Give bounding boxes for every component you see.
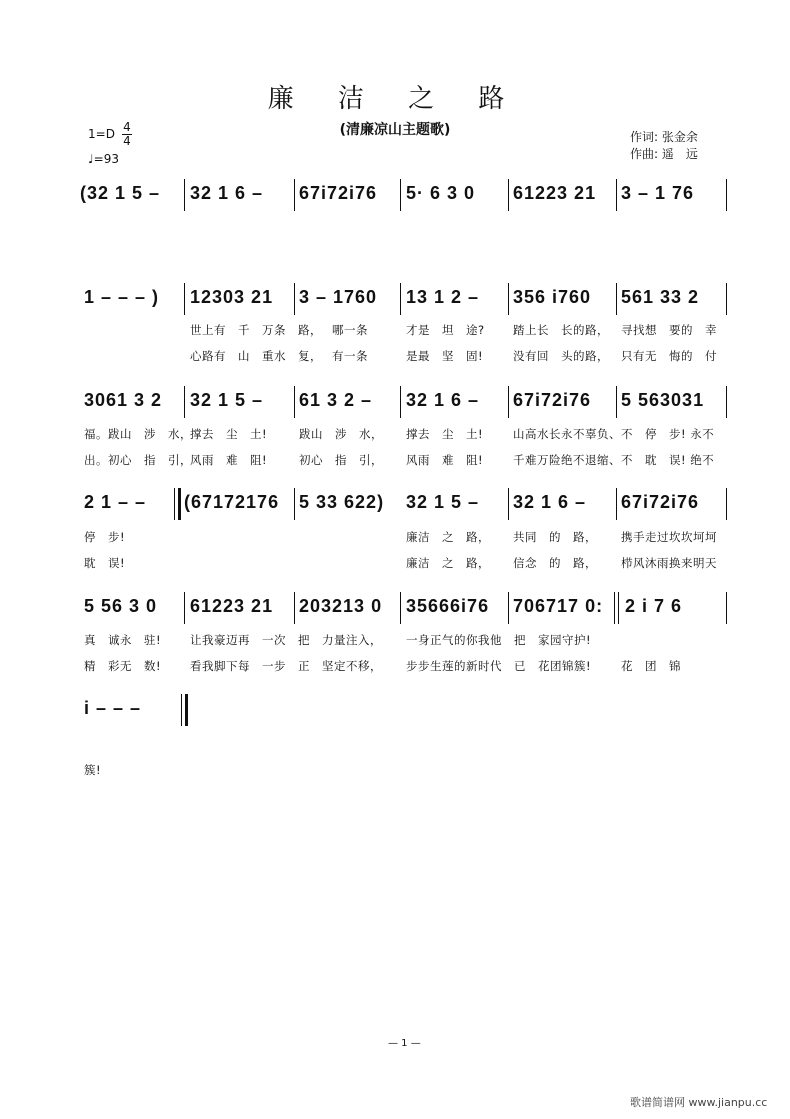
time-signature-bottom: 4: [123, 134, 131, 148]
lyric-text: 出。初心 指 引，: [84, 453, 192, 467]
lyric-text: 廉洁 之 路，: [406, 530, 490, 544]
lyric-text: 精 彩无 数!: [84, 659, 162, 673]
lyric-text: 是最 坚 固!: [406, 349, 484, 363]
barline: [400, 283, 401, 315]
lyric-text: 只有无 悔的 付: [621, 349, 717, 363]
time-signature: [122, 121, 132, 148]
song-title: 廉 洁 之 路: [267, 84, 523, 114]
measure: 61223 21: [513, 183, 597, 203]
barline: [616, 283, 617, 315]
lyric-text: 跋山 涉 水，: [299, 427, 383, 441]
lyric-text: 花 团 锦: [621, 659, 681, 673]
lyric-text: 簇!: [84, 763, 102, 777]
measure: 67i72i76: [513, 390, 592, 410]
lyric-text: 真 诚永 驻!: [84, 633, 162, 647]
barline: [294, 386, 295, 418]
lyric-text: 信念 的 路，: [513, 556, 597, 570]
measure: 356 i760: [513, 287, 592, 307]
measure: 5· 6 3 0: [406, 183, 476, 203]
measure: 3 – 1760: [299, 287, 378, 307]
lyric-text: 廉洁 之 路，: [406, 556, 490, 570]
barline: [726, 179, 727, 211]
barline: [616, 179, 617, 211]
lyric-text: 步步生莲的新时代 已 花团锦簇!: [406, 659, 592, 673]
lyric-text: 携手走过坎坎坷坷: [621, 530, 717, 544]
lyric-text: 千难万险绝不退缩、不 耽 误! 绝不: [513, 453, 715, 467]
measure: 67i72i76: [299, 183, 378, 203]
measure: 2 1 – –: [84, 492, 147, 512]
lyric-text: 踏上长 长的路，: [513, 323, 609, 337]
measure: (32 1 5 –: [80, 183, 161, 203]
barline: [184, 386, 185, 418]
measure: i – – –: [84, 698, 142, 718]
barline: [400, 179, 401, 211]
measure: 1 – – – ): [84, 287, 160, 307]
final-barline-thin: [181, 694, 182, 726]
measure: (67172176: [184, 492, 280, 512]
barline: [726, 592, 727, 624]
barline: [508, 592, 509, 624]
lyric-text: 寻找想 要的 幸: [621, 323, 717, 337]
measure: 32 1 6 –: [513, 492, 587, 512]
composer-credit: 作曲: 遥 远: [630, 147, 698, 161]
lyric-text: 世上有 千 万条 路，: [190, 323, 322, 337]
barline: [726, 488, 727, 520]
measure: 5 56 3 0: [84, 596, 158, 616]
lyric-text: 栉风沐雨换来明天: [621, 556, 717, 570]
final-barline-thick: [185, 694, 188, 726]
measure: 3061 3 2: [84, 390, 163, 410]
measure: 203213 0: [299, 596, 383, 616]
measure: 13 1 2 –: [406, 287, 480, 307]
barline: [400, 386, 401, 418]
barline: [184, 592, 185, 624]
lyric-text: 哪一条: [332, 323, 368, 337]
barline: [726, 283, 727, 315]
lyric-text: 撑去 尘 土!: [406, 427, 484, 441]
measure: 32 1 6 –: [190, 183, 264, 203]
barline: [508, 179, 509, 211]
lyric-text: 没有回 头的路，: [513, 349, 609, 363]
measure: 3 – 1 76: [621, 183, 695, 203]
barline: [294, 283, 295, 315]
time-signature-top: 4: [123, 120, 131, 134]
barline: [616, 386, 617, 418]
lyric-text: 心路有 山 重水 复，: [190, 349, 322, 363]
measure: 561 33 2: [621, 287, 700, 307]
barline: [294, 179, 295, 211]
lyric-text: 共同 的 路，: [513, 530, 597, 544]
barline: [616, 488, 617, 520]
measure: 35666i76: [406, 596, 490, 616]
lyric-text: 才是 坦 途?: [406, 323, 485, 337]
measure: 32 1 6 –: [406, 390, 480, 410]
barline: [726, 386, 727, 418]
barline: [184, 179, 185, 211]
song-subtitle: (清廉凉山主题歌): [339, 122, 451, 138]
key-signature: 1=D: [88, 127, 115, 141]
measure: 706717 0:: [513, 596, 604, 616]
measure: 61223 21: [190, 596, 274, 616]
measure: 32 1 5 –: [406, 492, 480, 512]
site-watermark: 歌谱简谱网 www.jianpu.cc: [630, 1096, 768, 1109]
barline: [294, 592, 295, 624]
repeat-barline-thin: [174, 488, 175, 520]
measure: 12303 21: [190, 287, 274, 307]
measure: 5 563031: [621, 390, 705, 410]
barline: [508, 283, 509, 315]
repeat-barline-thin: [618, 592, 619, 624]
measure: 61 3 2 –: [299, 390, 373, 410]
lyric-text: 看我脚下每 一步 正 坚定不移，: [190, 659, 382, 673]
barline: [400, 592, 401, 624]
barline: [508, 386, 509, 418]
repeat-barline-thick: [178, 488, 181, 520]
lyric-text: 停 步!: [84, 530, 126, 544]
lyric-text: 撑去 尘 土!: [190, 427, 268, 441]
lyric-text: 风雨 难 阻!: [406, 453, 484, 467]
lyric-text: 初心 指 引，: [299, 453, 383, 467]
measure: 2 i 7 6: [625, 596, 683, 616]
lyric-text: 让我豪迈再 一次 把 力量注入，: [190, 633, 382, 647]
lyric-text: 山高水长永不辜负、不 停 步! 永不: [513, 427, 715, 441]
page-number: — 1 —: [388, 1038, 421, 1049]
measure: 67i72i76: [621, 492, 700, 512]
barline: [184, 283, 185, 315]
barline: [294, 488, 295, 520]
repeat-barline-thin: [614, 592, 615, 624]
lyric-text: 耽 误!: [84, 556, 126, 570]
lyric-text: 风雨 难 阻!: [190, 453, 268, 467]
lyric-text: 有一条: [332, 349, 368, 363]
barline: [508, 488, 509, 520]
lyricist-credit: 作词: 张金余: [630, 130, 698, 144]
tempo-marking: ♩=93: [88, 152, 119, 166]
lyric-text: 福。跋山 涉 水，: [84, 427, 192, 441]
measure: 5 33 622): [299, 492, 385, 512]
lyric-text: 一身正气的你我他 把 家园守护!: [406, 633, 592, 647]
measure: 32 1 5 –: [190, 390, 264, 410]
